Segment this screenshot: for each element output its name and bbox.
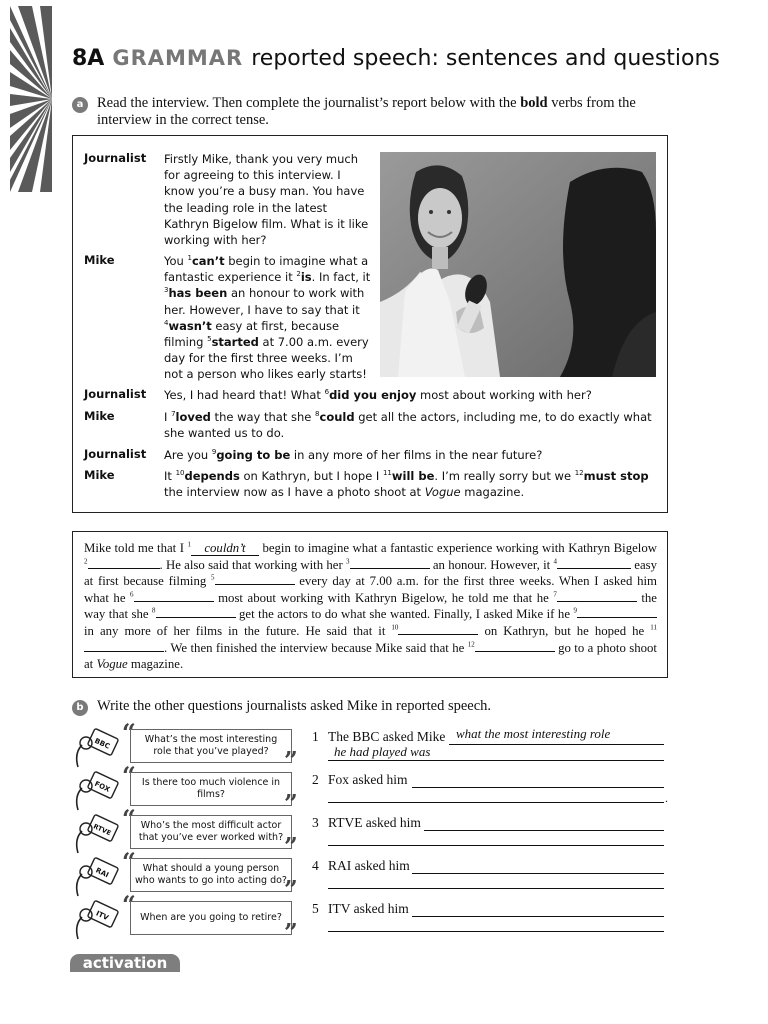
answer-line-5a[interactable] xyxy=(412,916,664,917)
answer-line-2b[interactable] xyxy=(328,802,664,803)
mike-answer-3: It $^{10}$depends on Kathryn, but I hope I $^{11}$will be. I’m really sorry but we $^{12}$must stop the interview now as I have a photo shoot at Vogue magazine. xyxy=(164,469,649,500)
task-a-instruction: Read the interview. Then complete the journalist’s report below with the bold verbs from the interview in the correct tense. xyxy=(97,95,636,128)
answer-lead: RTVE asked him xyxy=(328,815,421,830)
report-blank-11[interactable] xyxy=(84,640,164,652)
quote-open-icon: “ xyxy=(122,718,136,747)
microphone-rai-icon xyxy=(72,856,124,900)
microphone-itv-icon xyxy=(72,899,124,943)
microphone-bbc-icon xyxy=(72,727,124,771)
page-title: reported speech: sentences and questions xyxy=(251,46,720,71)
question-card-itv xyxy=(72,890,300,947)
speaker-journalist: Journalist xyxy=(84,151,147,165)
speaker-journalist: Journalist xyxy=(84,447,147,461)
unit-code: 8A xyxy=(72,46,105,71)
question-text: Is there too much violence in films? xyxy=(130,772,292,806)
report-blank-2[interactable] xyxy=(88,557,160,569)
q4-tag-text: RAI xyxy=(94,866,110,880)
report-blank-6[interactable] xyxy=(134,590,214,602)
question-text: When are you going to retire? xyxy=(130,901,292,935)
q1-tag-text: BBC xyxy=(93,736,112,751)
quote-close-icon: ” xyxy=(284,875,298,904)
quote-open-icon: “ xyxy=(122,804,136,833)
report-blank-10[interactable] xyxy=(398,623,478,635)
report-blank-4[interactable] xyxy=(557,557,631,569)
report-blank-12[interactable] xyxy=(475,640,555,652)
question-card-bbc xyxy=(72,718,300,775)
answer-lead: The BBC asked Mike xyxy=(328,729,446,744)
quote-close-icon: ” xyxy=(284,832,298,861)
report-blank-3[interactable] xyxy=(350,557,430,569)
microphone-fox-icon xyxy=(72,770,124,814)
journalist-question-1: Firstly Mike, thank you very much for agreeing to this interview. I know you’re a busy man. You have the leading role in the latest Kathryn Bigelow film. What is it like working with her? xyxy=(164,152,369,248)
microphone-rtve-icon xyxy=(72,813,124,857)
q5-tag-text: ITV xyxy=(94,909,110,923)
answer-row-5 xyxy=(312,901,664,945)
report-blank-9[interactable] xyxy=(577,606,657,618)
question-text: What should a young person who wants to go into acting do? xyxy=(130,858,292,892)
speaker-mike: Mike xyxy=(84,409,115,423)
page-header xyxy=(72,46,720,71)
report-blank-7[interactable] xyxy=(557,590,637,602)
answer-number: 3 xyxy=(312,815,319,830)
journalist-question-3: Are you $^9$going to be in any more of her films in the near future? xyxy=(164,448,543,462)
answer-row-2: 2 Fox asked him . xyxy=(312,772,668,805)
quote-close-icon: ” xyxy=(284,918,298,947)
quote-open-icon: “ xyxy=(122,890,136,919)
quote-close-icon: ” xyxy=(284,746,298,775)
question-text: Who’s the most difficult actor that you’ve ever worked with? xyxy=(130,815,292,849)
report-blank-5[interactable] xyxy=(215,573,295,585)
question-card-rtve xyxy=(72,804,300,861)
answer-line-3b[interactable] xyxy=(328,845,664,846)
answer-number: 1 xyxy=(312,729,319,744)
quote-close-icon: ” xyxy=(284,789,298,818)
answer-line-2a[interactable] xyxy=(412,787,664,788)
q2-tag-text: FOX xyxy=(93,779,112,794)
q3-tag-text: RTVE xyxy=(92,822,113,838)
answer-example-1: what the most interesting role xyxy=(456,726,611,741)
section-label: GRAMMAR xyxy=(112,46,244,70)
journalist-report: Mike told me that I $^1$ couldn’t begin to imagine what a fantastic experience working with Kathryn Bigelow $^2$ . He also said that working with her $^3$ an honour. However, it $^4$ easy at first because filming $^5$ every day at 7.00 a.m. for the first three weeks. When I asked him what he $^6$ most about working with Kathryn Bigelow, he told me that he $^7$ the way that she $^8$ get the actors to do what she wanted. Finally, I asked Mike if he $^9$ in any more of her films in the future. He said that it $^{10}$ on Kathryn, but he hoped he $^{11}$. We then finished the interview because Mike said that he $^{12}$ go to a photo shoot at Vogue magazine. xyxy=(72,531,668,678)
activation-tab: activation xyxy=(70,954,180,972)
answer-line-5b[interactable] xyxy=(328,931,664,932)
answer-lead: ITV asked him xyxy=(328,901,409,916)
answer-line-4a[interactable] xyxy=(412,873,664,874)
task-b-instruction: Write the other questions journalists asked Mike in reported speech. xyxy=(97,698,492,714)
answer-lead: Fox asked him xyxy=(328,772,408,787)
answer-line-1a[interactable] xyxy=(449,744,664,745)
question-card-rai xyxy=(72,847,300,904)
task-b-badge: b xyxy=(72,700,88,716)
answer-line-3a[interactable] xyxy=(424,830,664,831)
answer-row-3 xyxy=(312,815,664,859)
answer-lead: RAI asked him xyxy=(328,858,410,873)
answer-row-4 xyxy=(312,858,664,902)
quote-open-icon: “ xyxy=(122,847,136,876)
interview-photo xyxy=(380,152,656,377)
journalist-question-2: Yes, I had heard that! What $^6$did you enjoy most about working with her? xyxy=(164,388,592,402)
answer-line-4b[interactable] xyxy=(328,888,664,889)
mike-answer-1: You $^1$can’t begin to imagine what a fantastic experience it $^2$is. In fact, it $^3$has been an honour to work with her. However, I have to say that it $^4$wasn’t easy at first, because filming $^5$started at 7.00 a.m. every day for the first three weeks. I’m not a person who likes early starts! xyxy=(164,254,371,382)
answer-row-1 xyxy=(312,726,664,773)
speaker-mike: Mike xyxy=(84,468,115,482)
question-card-fox xyxy=(72,761,300,818)
answer-number: 2 xyxy=(312,772,319,787)
sunburst-decoration xyxy=(10,6,52,192)
task-a-badge: a xyxy=(72,97,88,113)
report-blank-8[interactable] xyxy=(156,606,236,618)
speaker-journalist: Journalist xyxy=(84,387,147,401)
answer-example-2: he had played was xyxy=(334,744,431,759)
answer-line-1b[interactable] xyxy=(328,760,664,761)
mike-answer-2: I $^7$loved the way that she $^8$could get all the actors, including me, to do exactly what she wanted us to do. xyxy=(164,410,652,441)
report-blank-1[interactable]: couldn’t xyxy=(191,542,259,556)
quote-open-icon: “ xyxy=(122,761,136,790)
answer-number: 4 xyxy=(312,858,319,873)
question-text: What’s the most interesting role that you’ve played? xyxy=(130,729,292,763)
answer-number: 5 xyxy=(312,901,319,916)
speaker-mike: Mike xyxy=(84,253,115,267)
